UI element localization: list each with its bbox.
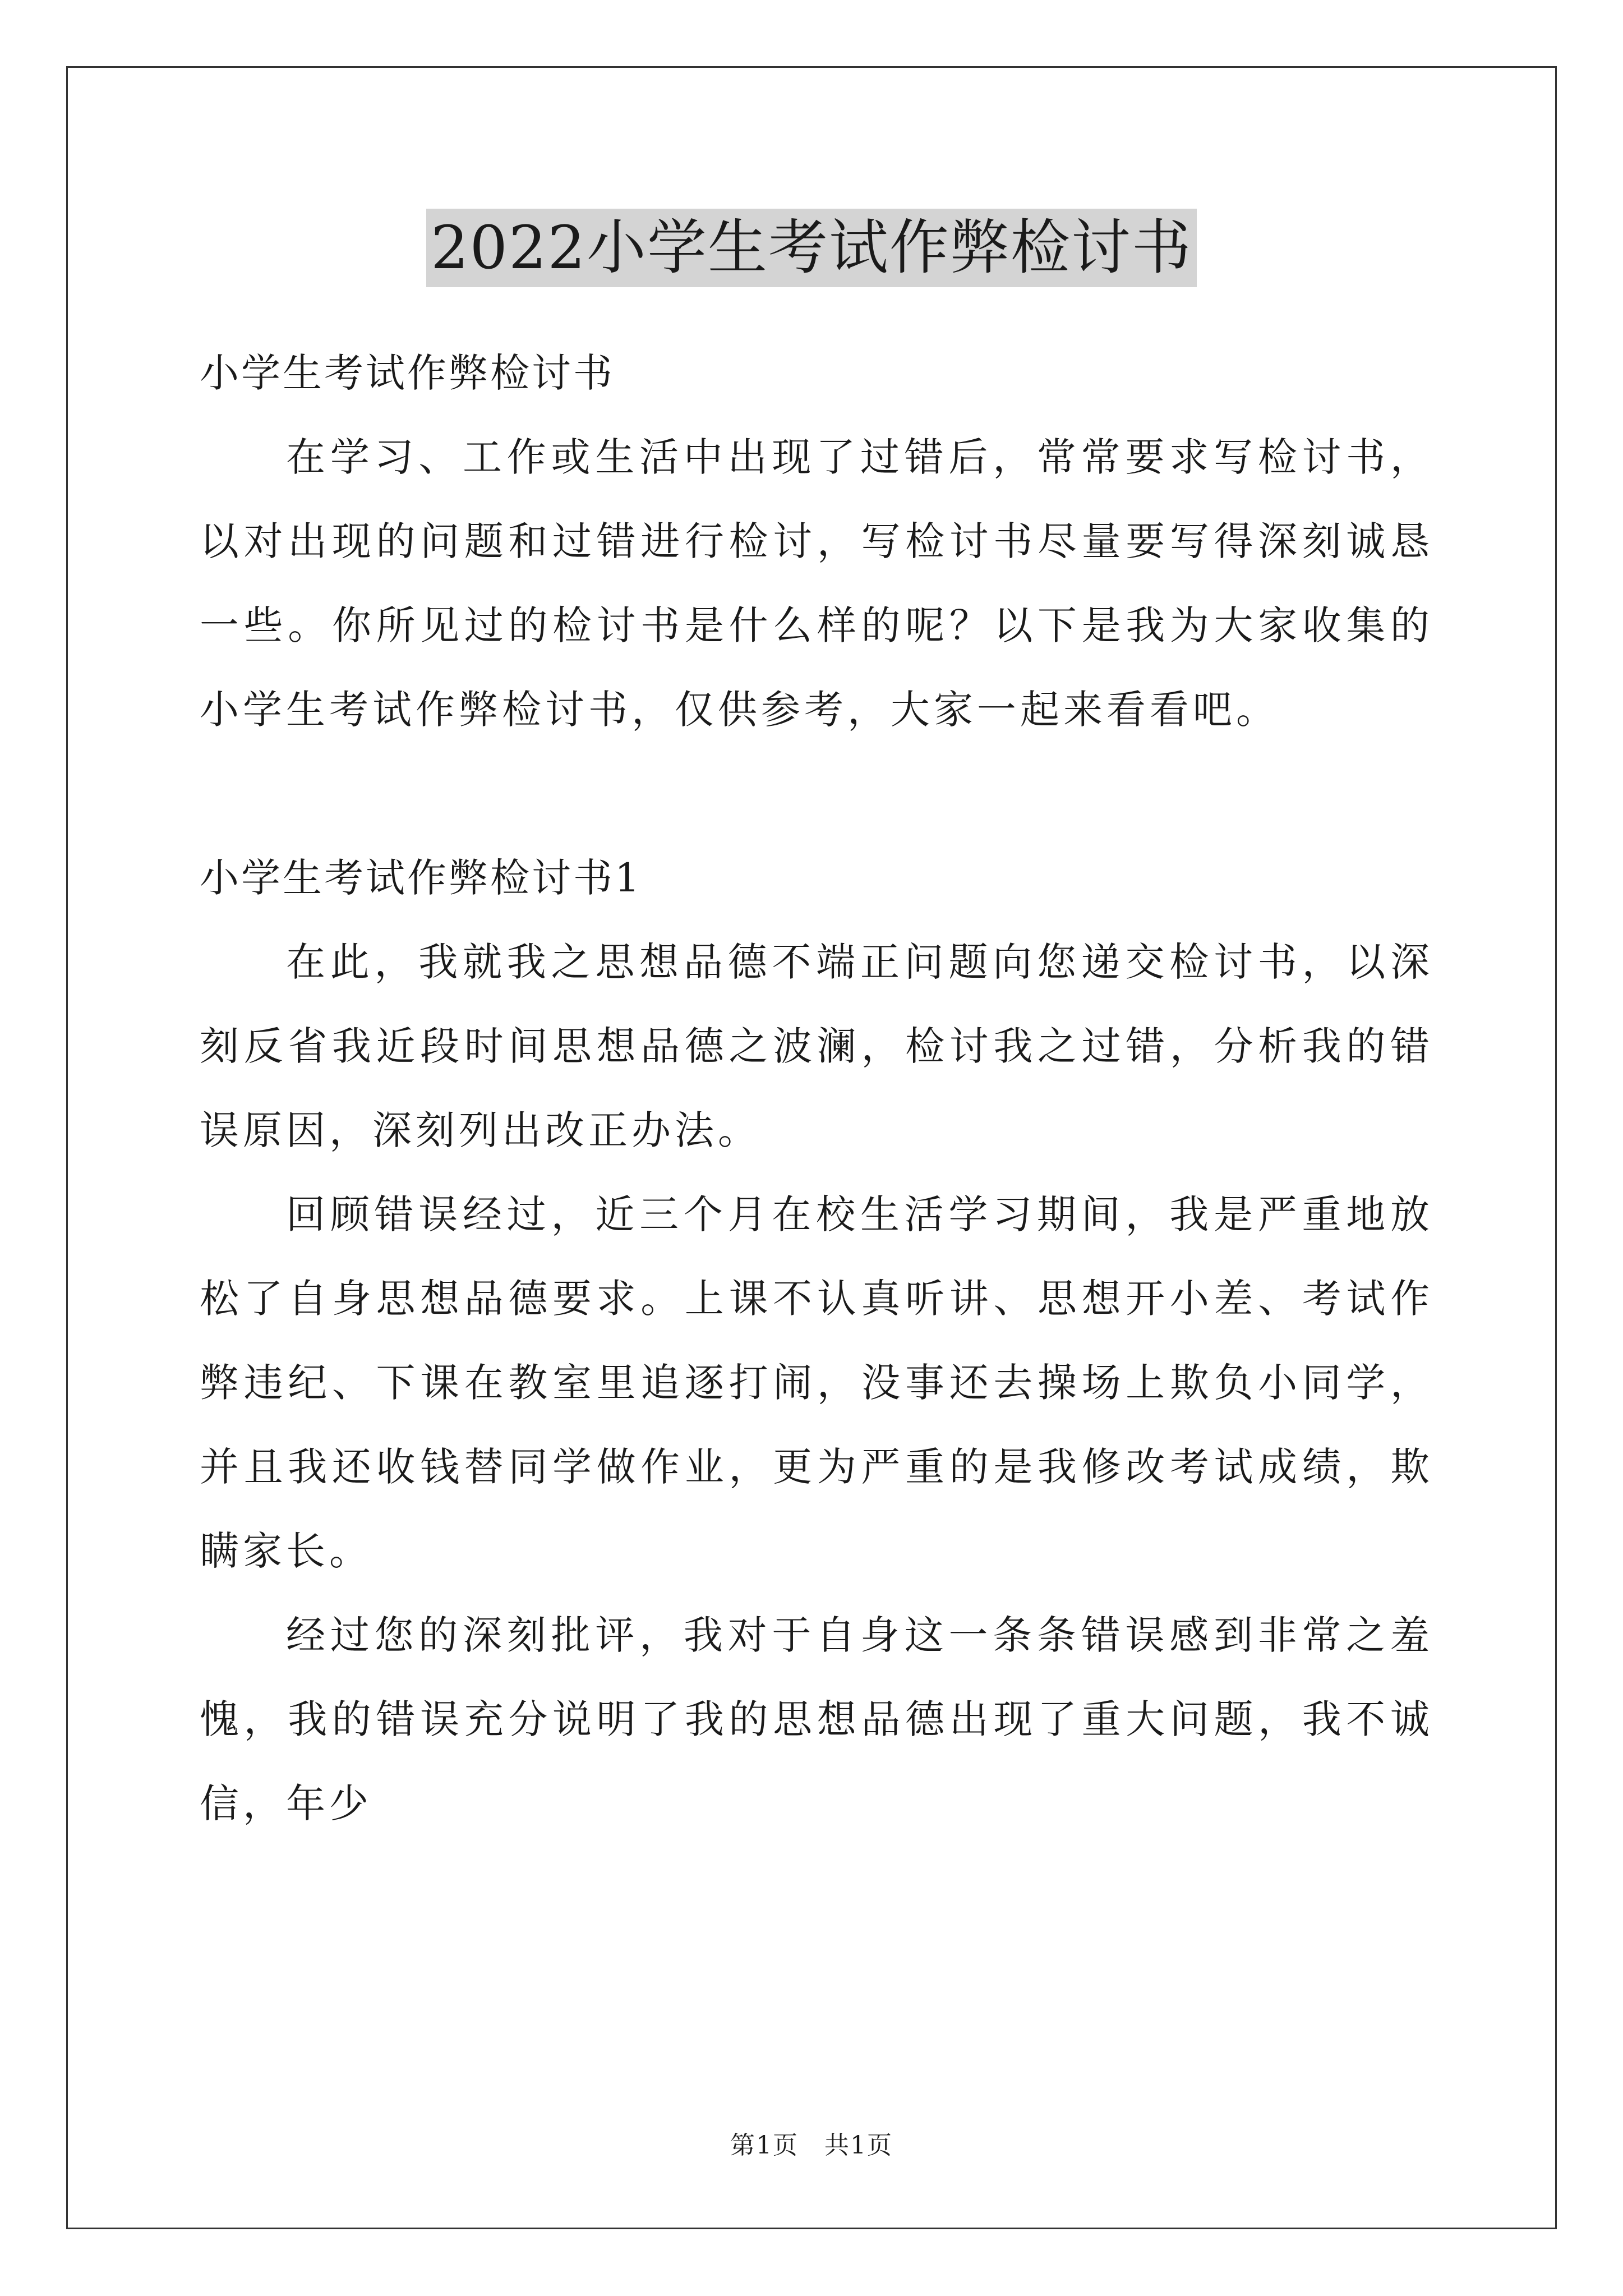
document-body (200, 331, 1433, 1846)
section-title: 小学生考试作弊检讨书1 (200, 855, 642, 901)
page-footer: 第1页 共1页 (730, 2131, 893, 2160)
section-spacer (200, 752, 1433, 836)
intro-paragraph: 在学习、工作或生活中出现了过错后，常常要求写检讨书，以对出现的问题和过错进行检讨，写检讨书尽量要写得深刻诚恳一些。你所见过的检讨书是什么样的呢？以下是我为大家收集的小学生考试作弊检讨书，仅供参考，大家一起来看看吧。 (200, 434, 1433, 733)
title-container (0, 209, 1623, 287)
body-paragraph-2: 回顾错误经过，近三个月在校生活学习期间，我是严重地放松了自身思想品德要求。上课不认真听讲、思想开小差、考试作弊违纪、下课在教室里追逐打闹，没事还去操场上欺负小同学，并且我还收钱替同学做作业，更为严重的是我修改考试成绩，欺瞒家长。 (200, 1191, 1433, 1574)
body-paragraph-1: 在此，我就我之思想品德不端正问题向您递交检讨书，以深刻反省我近段时间思想品德之波澜，检讨我之过错，分析我的错误原因，深刻列出改正办法。 (200, 939, 1433, 1153)
document-heading: 小学生考试作弊检讨书 (200, 350, 615, 396)
body-paragraph-3: 经过您的深刻批评，我对于自身这一条条错误感到非常之羞愧，我的错误充分说明了我的思想品德出现了重大问题，我不诚信，年少 (200, 1612, 1433, 1826)
document-title: 2022小学生考试作弊检讨书 (426, 209, 1197, 287)
